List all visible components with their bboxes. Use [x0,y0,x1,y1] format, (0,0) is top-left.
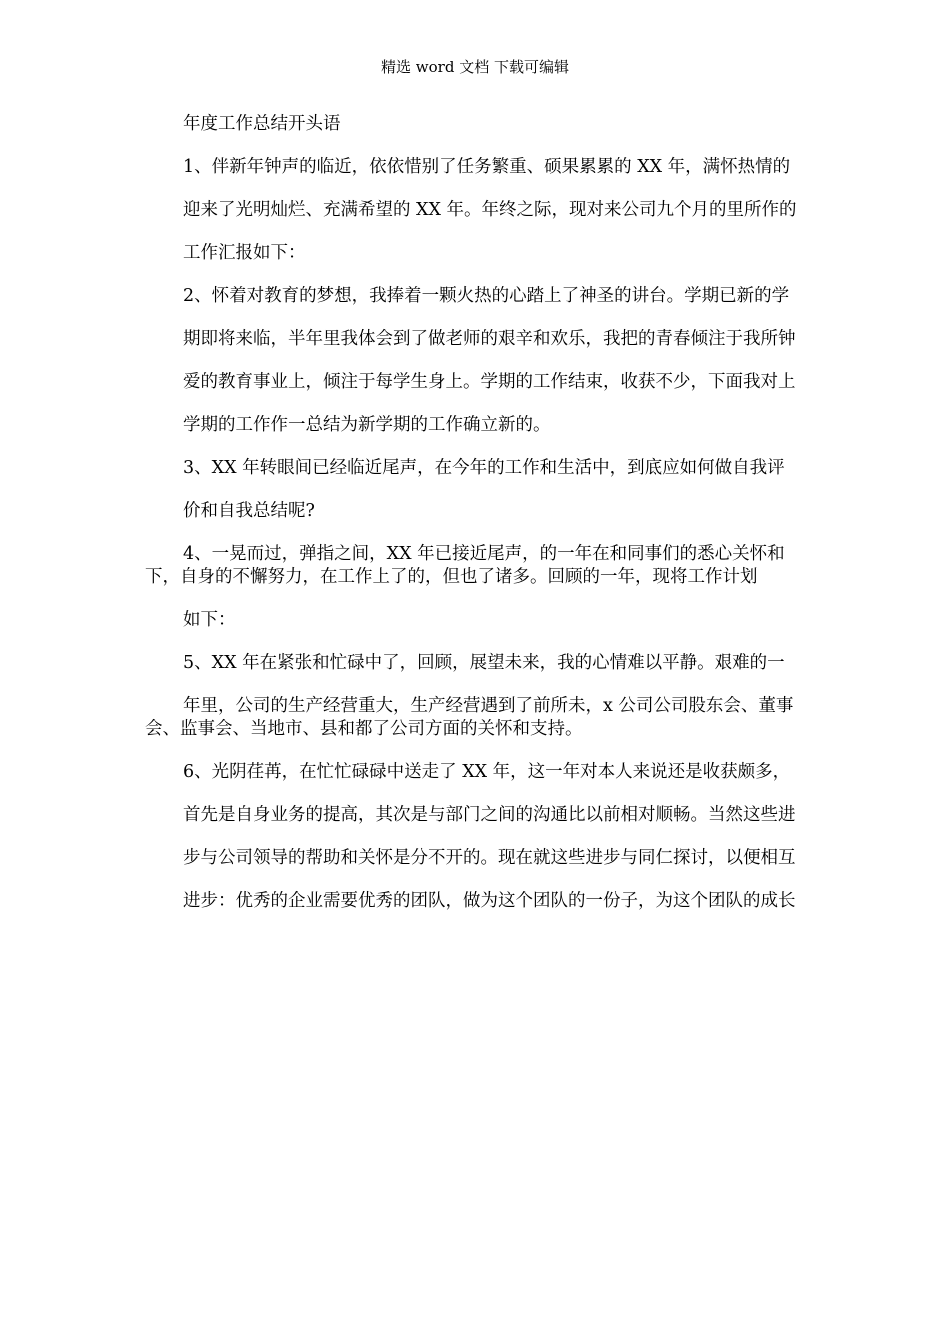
paragraph-14: 6、光阴荏苒，在忙忙碌碌中送走了 XX 年，这一年对本人来说还是收获颇多， [183,762,791,782]
paragraph-5: 期即将来临，半年里我体会到了做老师的艰辛和欢乐，我把的青春倾注于我所钟 [183,329,796,349]
paragraph-10: 4、一晃而过，弹指之间，XX 年已接近尾声，的一年在和同事们的悉心关怀和下，自身的不懈努力，在工作上了的，但也了诸多。回顾的一年，现将工作计划 [145,544,785,587]
paragraph-8: 3、XX 年转眼间已经临近尾声，在今年的工作和生活中，到底应如何做自我评 [183,458,785,478]
page-header: 精选 word 文档 下载可编辑 [381,58,569,76]
document-body [145,113,805,933]
paragraph-17: 进步：优秀的企业需要优秀的团队，做为这个团队的一份子，为这个团队的成长 [183,891,796,911]
paragraph-3: 工作汇报如下： [183,243,306,263]
document-title: 年度工作总结开头语 [183,114,341,134]
paragraph-4: 2、怀着对教育的梦想，我捧着一颗火热的心踏上了神圣的讲台。学期已新的学 [183,286,790,306]
paragraph-13: 年里，公司的生产经营重大，生产经营遇到了前所未，x 公司公司股东会、董事会、监事会、当地市、县和都了公司方面的关怀和支持。 [145,696,794,739]
paragraph-15: 首先是自身业务的提高，其次是与部门之间的沟通比以前相对顺畅。当然这些进 [183,805,796,825]
paragraph-9: 价和自我总结呢? [183,501,315,521]
paragraph-6: 爱的教育事业上，倾注于每学生身上。学期的工作结束，收获不少，下面我对上 [183,372,796,392]
paragraph-12: 5、XX 年在紧张和忙碌中了，回顾，展望未来，我的心情难以平静。艰难的一 [183,653,785,673]
paragraph-11: 如下： [183,610,236,630]
paragraph-1: 1、伴新年钟声的临近，依依惜别了任务繁重、硕果累累的 XX 年，满怀热情的 [183,157,791,177]
paragraph-7: 学期的工作作一总结为新学期的工作确立新的。 [183,415,551,435]
paragraph-2: 迎来了光明灿烂、充满希望的 XX 年。年终之际，现对来公司九个月的里所作的 [183,200,797,220]
paragraph-16: 步与公司领导的帮助和关怀是分不开的。现在就这些进步与同仁探讨，以便相互 [183,848,796,868]
